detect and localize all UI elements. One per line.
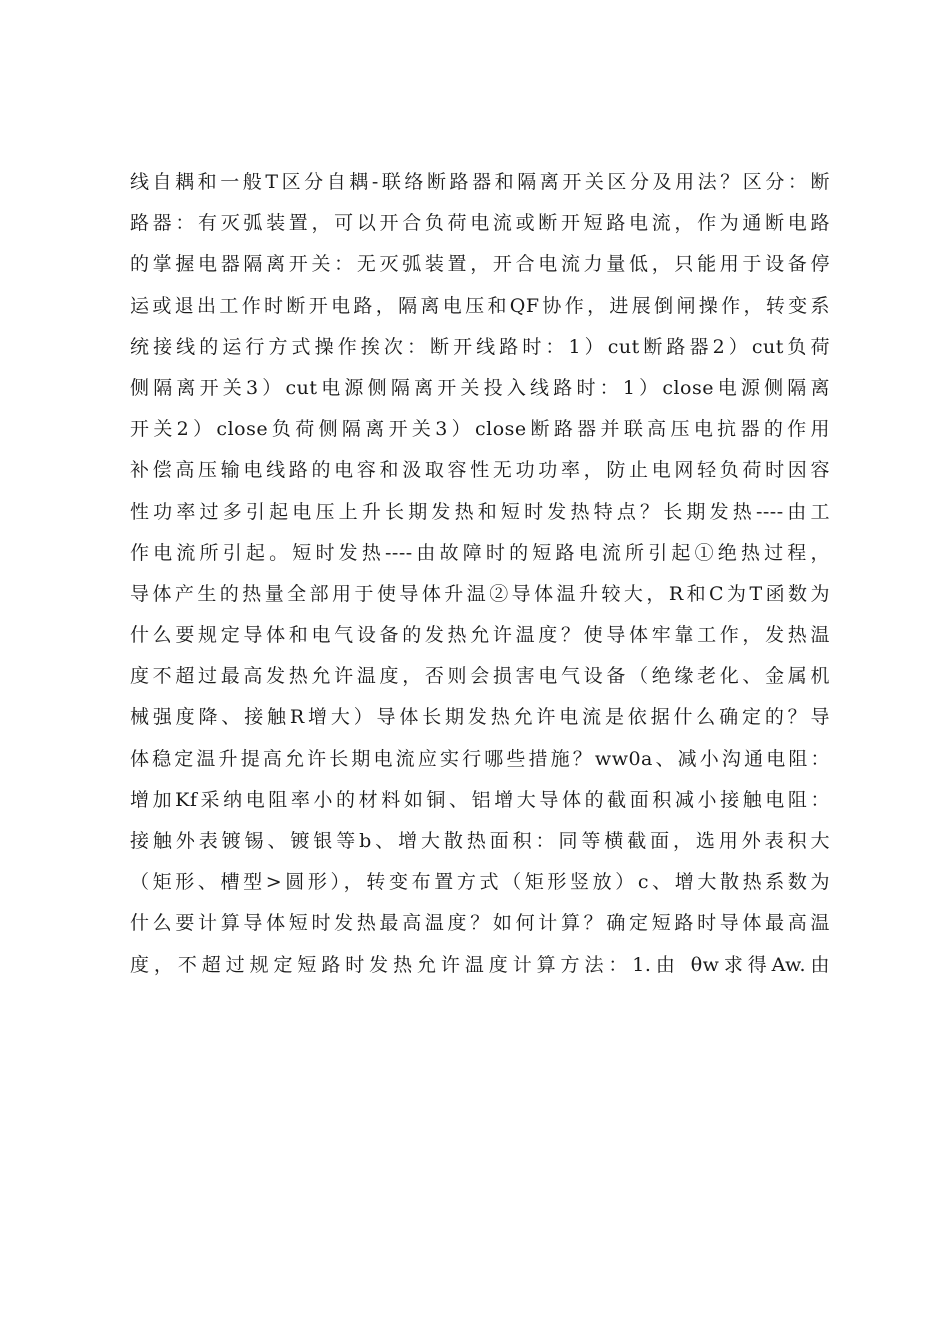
text-line: （矩形、槽型>圆形），转变布置方式（矩形竖放）c、增大散热系数为	[130, 871, 830, 894]
text-line: 作电流所引起。短时发热----由故障时的短路电流所引起①绝热过程，	[130, 541, 830, 564]
text-line: 增加Kf采纳电阻率小的材料如铜、铝增大导体的截面积减小接触电阻：	[130, 788, 830, 811]
text-line: 运或退出工作时断开电路，隔离电压和QF协作，进展倒闸操作，转变系	[130, 294, 830, 317]
text-line: 开关2）close负荷侧隔离开关3）close断路器并联高压电抗器的作用	[130, 418, 830, 441]
text-line: 补偿高压输电线路的电容和汲取容性无功功率，防止电网轻负荷时因容	[130, 459, 830, 482]
text-line: 路器：有灭弧装置，可以开合负荷电流或断开短路电流，作为通断电路	[130, 212, 830, 235]
text-line: 导体产生的热量全部用于使导体升温②导体温升较大，R和C为T函数为	[130, 582, 830, 605]
body-text	[130, 162, 830, 986]
text-line: 什么要规定导体和电气设备的发热允许温度？使导体牢靠工作，发热温	[130, 624, 830, 647]
text-line: 械强度降、接触R增大）导体长期发热允许电流是依据什么确定的？导	[130, 706, 830, 729]
text-line: 侧隔离开关3）cut电源侧隔离开关投入线路时：1）close电源侧隔离	[130, 376, 830, 399]
text-line: 度不超过最高发热允许温度，否则会损害电气设备（绝缘老化、金属机	[130, 665, 830, 688]
text-line: 度，不超过规定短路时发热允许温度计算方法：1.由 θw求得Aw.由	[130, 953, 830, 976]
text-line: 什么要计算导体短时发热最高温度？如何计算？确定短路时导体最高温	[130, 912, 830, 935]
text-line: 线自耦和一般T区分自耦-联络断路器和隔离开关区分及用法？区分：断	[130, 171, 830, 193]
text-line: 的掌握电器隔离开关：无灭弧装置，开合电流力量低，只能用于设备停	[130, 253, 830, 276]
text-line: 统接线的运行方式操作挨次：断开线路时：1）cut断路器2）cut负荷	[130, 335, 830, 358]
text-line: 接触外表镀锡、镀银等b、增大散热面积：同等横截面，选用外表积大	[130, 830, 830, 852]
text-line: 性功率过多引起电压上升长期发热和短时发热特点？长期发热----由工	[130, 500, 830, 523]
text-line: 体稳定温升提高允许长期电流应实行哪些措施？ww0a、减小沟通电阻：	[130, 747, 830, 770]
